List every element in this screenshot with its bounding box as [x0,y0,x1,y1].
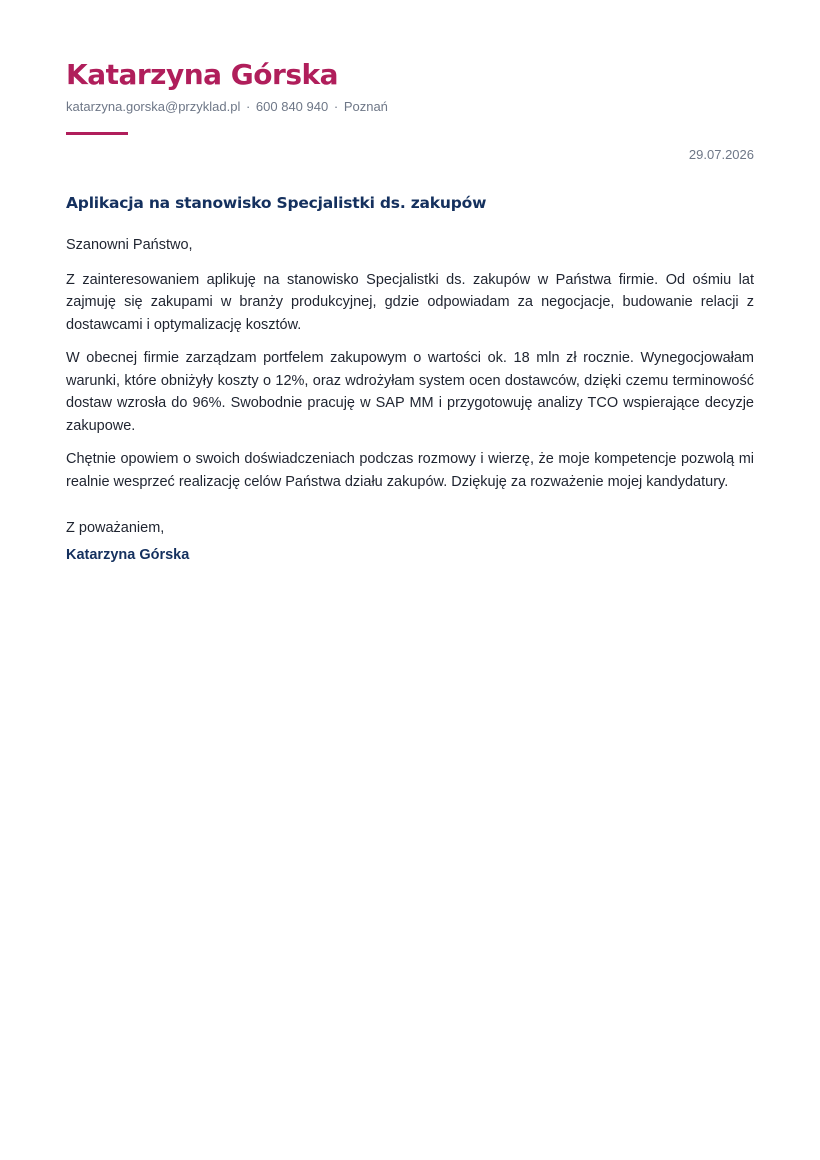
letter-date: 29.07.2026 [688,147,754,162]
signature-name: Katarzyna Górska [66,546,190,563]
letter-body [66,234,754,566]
contact-email: katarzyna.gorska@przyklad.pl [66,99,241,114]
letter-subject: Aplikacja na stanowisko Specjalistki ds. zakupów [66,194,487,212]
contact-line [66,98,388,116]
contact-phone: 600 840 940 [255,99,329,114]
body-paragraph: Z zainteresowaniem aplikuję na stanowisko Specjalistki ds. zakupów w Państwa firmie. Od ośmiu lat zajmuję się zakupami w branży produkcyjnej, gdzie odpowiadam za negocjacje, budowanie relacji z dostawcami i optymalizację kosztów. [66,271,754,333]
body-paragraph: Chętnie opowiem o swoich doświadczeniach podczas rozmowy i wierzę, że moje kompetencje pozwolą mi realnie wesprzeć realizację celów Państwa działu zakupów. Dziękuję za rozważenie mojej kandydatury. [66,451,754,490]
applicant-name: Katarzyna Górska [66,58,339,91]
contact-city: Poznań [343,99,388,114]
closing: Z poważaniem, [66,520,165,536]
salutation: Szanowni Państwo, [66,237,193,253]
body-paragraph: W obecnej firmie zarządzam portfelem zakupowym o wartości ok. 18 mln zł rocznie. Wynegocjowałam warunki, które obniżyły koszty o 12%, oraz wdrożyłam system ocen dostawców, dzięki czemu terminowość dostaw wzrosła do 96%. Swobodnie pracuję w SAP MM i przygotowuję analizy TCO wspierające decyzje zakupowe. [66,350,754,434]
accent-divider [66,132,128,135]
contact-separator: · [333,99,339,114]
contact-separator: · [245,99,251,114]
